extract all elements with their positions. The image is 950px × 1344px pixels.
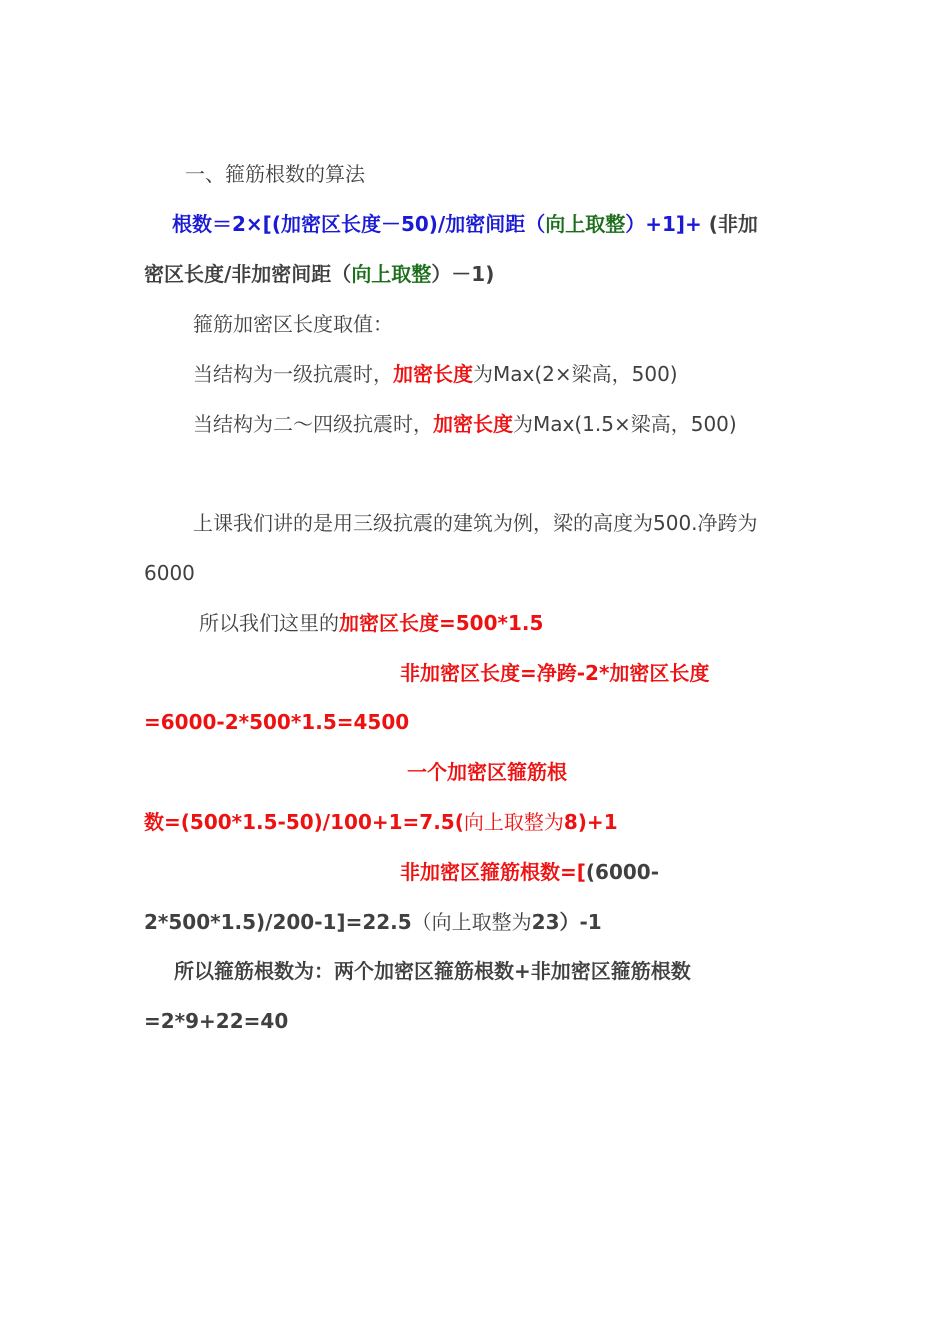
total-line-1	[174, 957, 691, 985]
nondense-count-line-2	[144, 908, 602, 936]
nondense-length-line-1	[400, 659, 709, 687]
nondense-length-text: 非加密区长度=净跨-2*加密区长度	[400, 661, 710, 685]
formula-part: ）+1]+	[625, 212, 702, 236]
formula-part: ）－1)	[431, 262, 495, 286]
dense-count-round-up: 向上取整为	[463, 810, 564, 834]
dense-zone-title-text: 箍筋加密区长度取值：	[193, 312, 393, 336]
rule-suffix: 为Max(2×梁高，500)	[473, 362, 678, 386]
dense-count-text: 数=(500*1.5-50)/100+1=7.5(	[144, 810, 464, 834]
rule-key: 加密长度	[433, 412, 513, 436]
nondense-count-text: (6000-	[585, 860, 660, 884]
formula-part: 密区长度/非加密间距（	[144, 262, 352, 286]
rule-line-2	[193, 410, 737, 438]
nondense-count-text: 23）-1	[531, 910, 602, 934]
formula-line-1	[172, 210, 758, 238]
example-text: 6000	[144, 561, 195, 585]
total-text: =2*9+22=40	[144, 1009, 289, 1033]
total-text: 所以箍筋根数为：两个加密区箍筋根数+非加密区箍筋根数	[174, 959, 691, 983]
formula-line-2	[144, 260, 494, 288]
nondense-count-line-1	[400, 858, 659, 886]
nondense-length-line-2	[144, 708, 409, 736]
dense-zone-title	[193, 310, 393, 338]
nondense-count-round-up: （向上取整为	[411, 910, 532, 934]
rule-line-1	[193, 360, 678, 388]
dense-length-prefix: 所以我们这里的	[199, 611, 339, 635]
formula-part: 根数＝2×[(加密区长度－50)/加密间距（	[172, 212, 546, 236]
rule-prefix: 当结构为一级抗震时，	[193, 362, 393, 386]
nondense-count-text: 2*500*1.5)/200-1]=22.5	[144, 910, 412, 934]
dense-count-text: 一个加密区箍筋根	[407, 760, 567, 784]
formula-part: (非加	[701, 212, 758, 236]
nondense-count-text: 非加密区箍筋根数=[	[400, 860, 586, 884]
section-heading	[185, 160, 365, 188]
dense-count-line-2	[144, 808, 618, 836]
example-text: 上课我们讲的是用三级抗震的建筑为例，梁的高度为500.净跨为	[193, 511, 758, 535]
formula-round-up: 向上取整	[351, 262, 432, 286]
rule-key: 加密长度	[393, 362, 473, 386]
section-heading-text: 一、箍筋根数的算法	[185, 162, 365, 186]
dense-length-value: 加密区长度=500*1.5	[339, 611, 544, 635]
dense-count-line-1	[407, 758, 567, 786]
rule-prefix: 当结构为二～四级抗震时，	[193, 412, 433, 436]
total-line-2	[144, 1007, 288, 1035]
example-line-2	[144, 559, 195, 587]
rule-suffix: 为Max(1.5×梁高，500)	[513, 412, 737, 436]
nondense-length-text: =6000-2*500*1.5=4500	[144, 710, 410, 734]
formula-round-up: 向上取整	[545, 212, 626, 236]
dense-count-text: 8)+1	[563, 810, 618, 834]
example-line-1	[193, 509, 758, 537]
dense-length-line	[199, 609, 543, 637]
